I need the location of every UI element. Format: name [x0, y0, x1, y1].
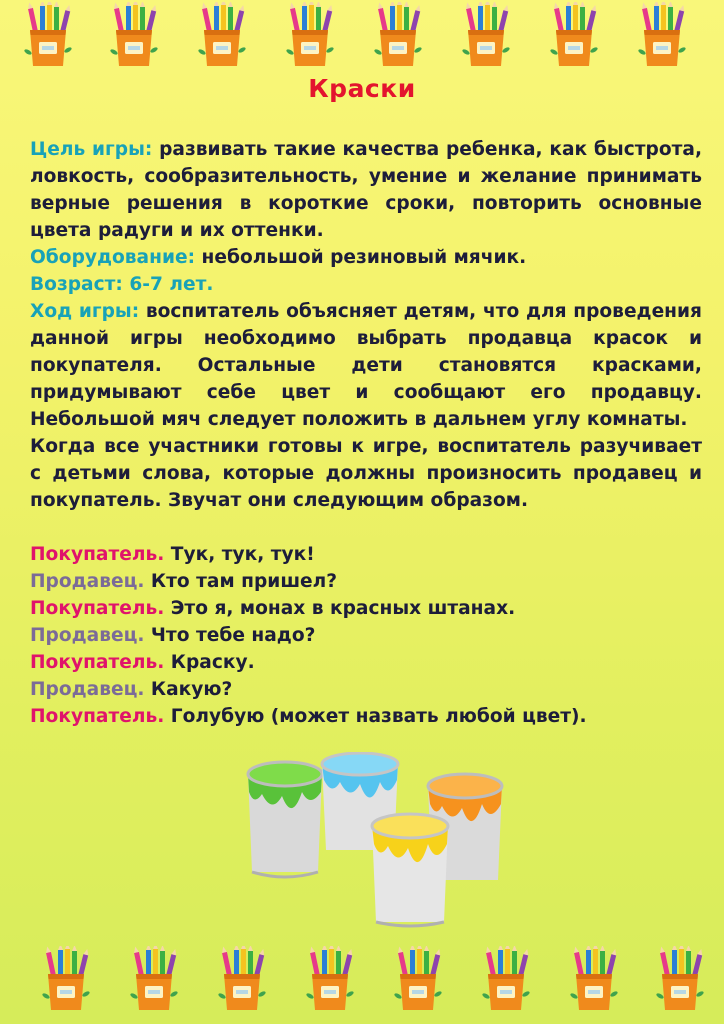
dialogue-text: Кто там пришел?: [144, 571, 338, 592]
dialogue-text: Это я, монах в красных штанах.: [164, 598, 516, 619]
pencil-cup-icon: [462, 2, 510, 68]
bottom-decor-border: [0, 944, 724, 1014]
speaker-label: Покупатель.: [30, 652, 165, 673]
pencil-cup-icon: [42, 946, 90, 1012]
speaker-label: Покупатель.: [30, 598, 165, 619]
paint-buckets-illustration: [240, 752, 510, 930]
equipment-paragraph: [30, 244, 702, 271]
dialogue-text: Что тебе надо?: [144, 625, 316, 646]
process-label: Ход игры:: [30, 301, 140, 322]
equipment-text: небольшой резиновый мячик.: [195, 247, 527, 268]
pencil-cup-icon: [374, 2, 422, 68]
dialogue-line: [30, 595, 702, 622]
dialogue-text: Тук, тук, тук!: [164, 544, 315, 565]
goal-label: Цель игры:: [30, 139, 153, 160]
process-paragraph-2: Когда все участники готовы к игре, воспитатель разучивает с детьми слова, которые должны произносить продавец и покупатель. Звучат они следующим образом.: [30, 436, 702, 511]
speaker-label: Продавец.: [30, 679, 145, 700]
pencil-cup-icon: [130, 946, 178, 1012]
dialogue-line: [30, 676, 702, 703]
equipment-label: Оборудование:: [30, 247, 196, 268]
speaker-label: Продавец.: [30, 625, 145, 646]
speaker-label: Покупатель.: [30, 544, 165, 565]
process-text: воспитатель объясняет детям, что для проведения данной игры необходимо выбрать продавца красок и покупателя. Остальные дети становятся красками, придумывают себе цвет и сообщают его продавцу. Небольшой мяч следует положить в дальнем углу комнаты.: [30, 301, 702, 430]
dialogue-line: [30, 703, 702, 730]
pencil-cup-icon: [482, 946, 530, 1012]
dialogue-text: Голубую (может назвать любой цвет).: [164, 706, 587, 727]
dialogue-text: Какую?: [144, 679, 233, 700]
dialogue: [30, 541, 702, 730]
pencil-cup-icon: [570, 946, 618, 1012]
age-label: Возраст: 6-7 лет.: [30, 274, 214, 295]
dialogue-line: [30, 568, 702, 595]
dialogue-line: [30, 622, 702, 649]
pencil-cup-icon: [110, 2, 158, 68]
dialogue-line: [30, 649, 702, 676]
pencil-cup-icon: [638, 2, 686, 68]
speaker-label: Покупатель.: [30, 706, 165, 727]
dialogue-line: [30, 541, 702, 568]
goal-text: развивать такие качества ребенка, как быстрота, ловкость, сообразительность, умение и желание принимать верные решения в короткие сроки, повторить основные цвета радуги и их оттенки.: [30, 139, 703, 241]
age-paragraph: [30, 271, 702, 298]
green-bucket-icon: [248, 762, 322, 877]
speaker-label: Продавец.: [30, 571, 145, 592]
pencil-cup-icon: [394, 946, 442, 1012]
yellow-bucket-icon: [372, 814, 448, 926]
pencil-cup-icon: [550, 2, 598, 68]
pencil-cup-icon: [286, 2, 334, 68]
dialogue-text: Краску.: [164, 652, 255, 673]
pencil-cup-icon: [24, 2, 72, 68]
top-decor-border: [0, 0, 724, 70]
process-paragraph: [30, 298, 702, 433]
page-title: Краски: [308, 74, 416, 103]
pencil-cup-icon: [218, 946, 266, 1012]
pencil-cup-icon: [656, 946, 704, 1012]
pencil-cup-icon: [306, 946, 354, 1012]
pencil-cup-icon: [198, 2, 246, 68]
game-description: [30, 136, 702, 730]
goal-paragraph: [30, 136, 702, 244]
